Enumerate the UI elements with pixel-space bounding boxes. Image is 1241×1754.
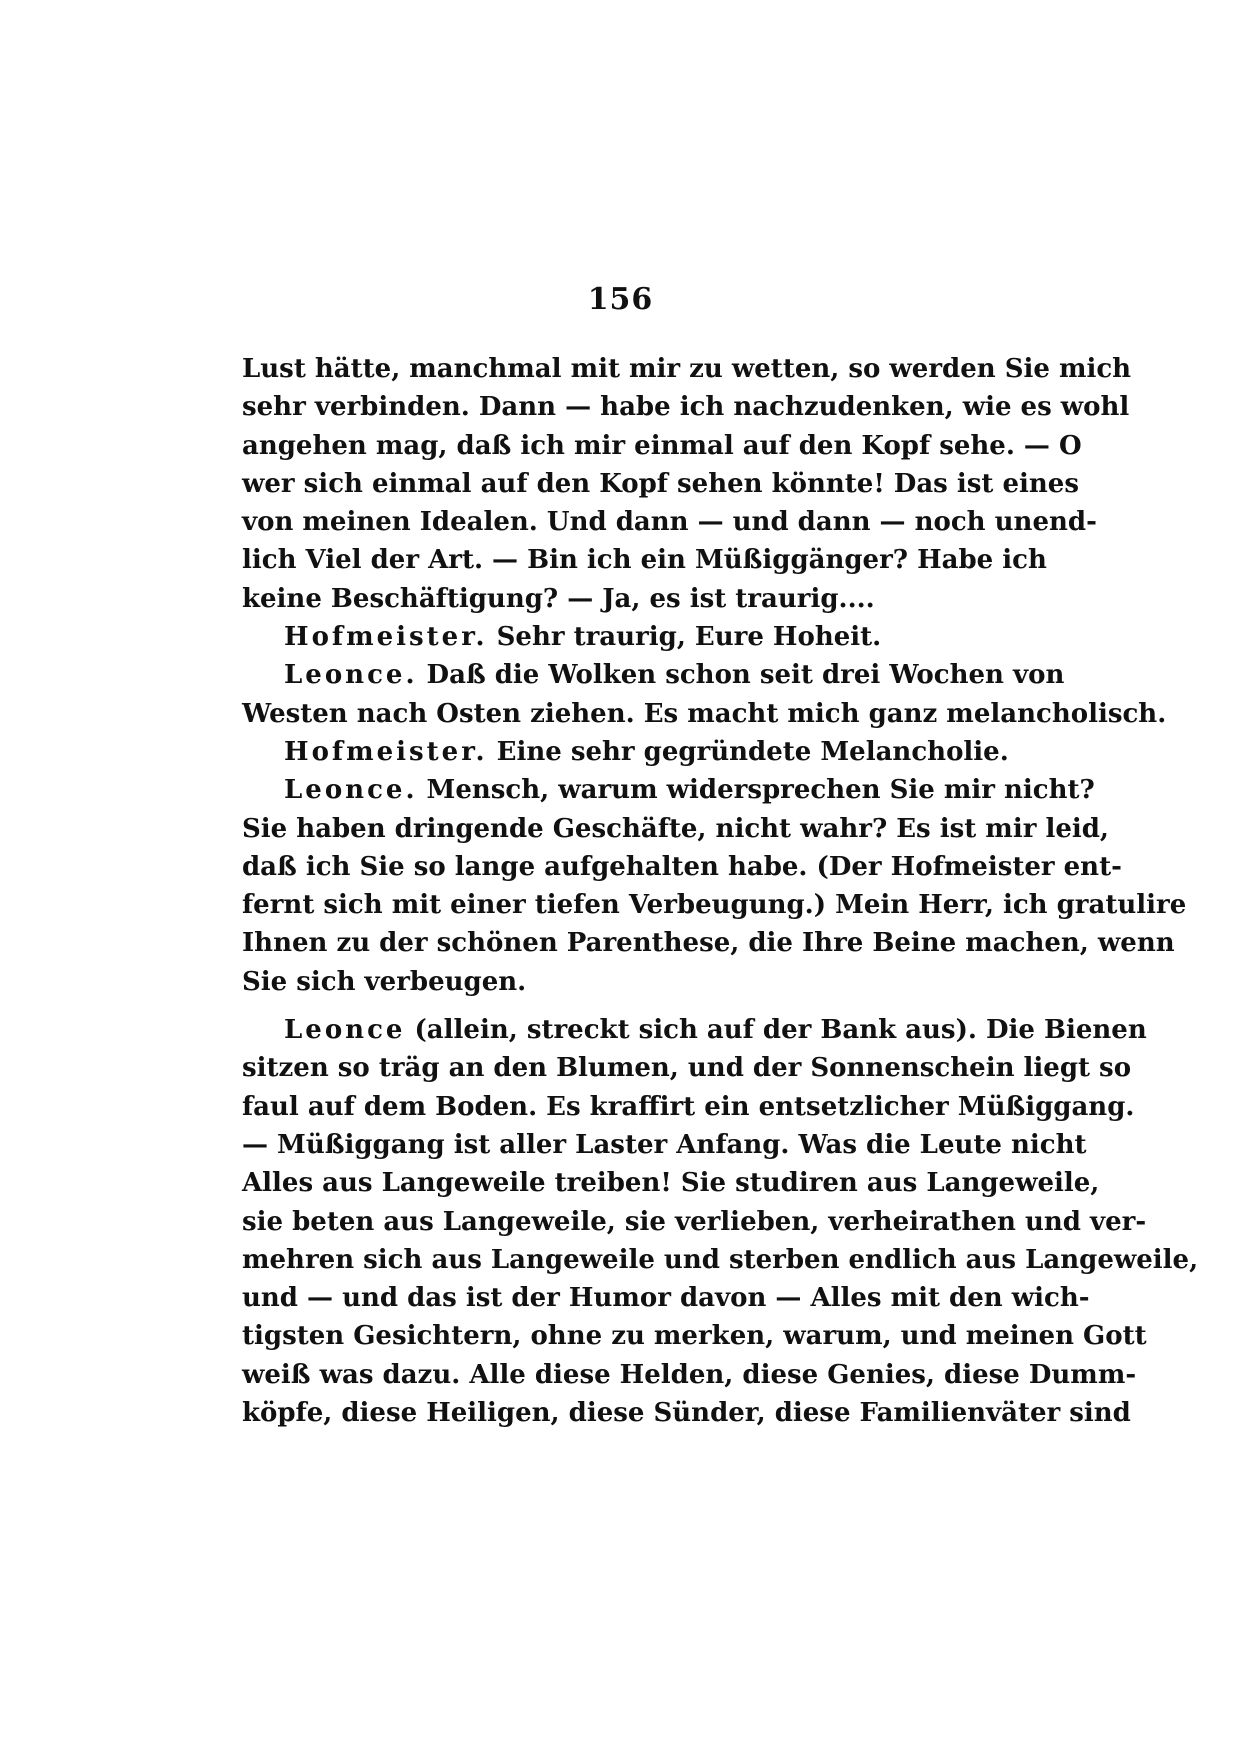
line-text: köpfe, diese Heiligen, diese Sünder, diese Familienväter sind xyxy=(242,1398,1131,1429)
paragraph-gap xyxy=(242,1001,999,1011)
line-text: weiß was dazu. Alle diese Helden, diese Genies, diese Dumm- xyxy=(242,1359,1137,1390)
line-text: Westen nach Osten ziehen. Es macht mich ganz melancholisch. xyxy=(242,698,1167,729)
line-text: sitzen so träg an den Blumen, und der Sonnenschein liegt so xyxy=(242,1053,1132,1084)
line-text: und — und das ist der Humor davon — Alles mit den wich- xyxy=(242,1283,1090,1314)
line-text: faul auf dem Boden. Es kraffirt ein entsetzlicher Müßiggang. xyxy=(242,1091,1135,1122)
text-line xyxy=(242,733,1009,771)
speaker-name: Hofmeister. xyxy=(284,622,488,653)
text-line xyxy=(242,1126,1087,1164)
text-line xyxy=(242,618,999,656)
text-line xyxy=(242,848,1122,886)
text-line xyxy=(242,1279,1090,1317)
text-line xyxy=(242,1049,1132,1087)
text-line xyxy=(242,580,999,618)
line-text: sie beten aus Langeweile, sie verlieben, verheirathen und ver- xyxy=(242,1206,1147,1237)
line-text: fernt sich mit einer tiefen Verbeugung.) Mein Herr, ich gratulire xyxy=(242,890,1187,921)
text-line xyxy=(242,541,1047,579)
page-number: 156 xyxy=(587,282,654,317)
text-line xyxy=(242,427,1082,465)
text-line xyxy=(242,503,1097,541)
text-line xyxy=(242,810,1109,848)
text-line xyxy=(242,350,1132,388)
line-text: — Müßiggang ist aller Laster Anfang. Was die Leute nicht xyxy=(242,1129,1087,1160)
text-line xyxy=(242,695,1167,733)
line-text: daß ich Sie so lange aufgehalten habe. (Der Hofmeister ent- xyxy=(242,851,1122,882)
line-text: von meinen Idealen. Und dann — und dann — noch unend- xyxy=(242,507,1097,538)
line-text: Eine sehr gegründete Melancholie. xyxy=(487,736,1009,767)
text-line xyxy=(242,1203,1147,1241)
speaker-name: Hofmeister. xyxy=(284,736,488,767)
text-line xyxy=(242,656,1065,694)
line-text: angehen mag, daß ich mir einmal auf den Kopf sehe. — O xyxy=(242,430,1082,461)
text-line xyxy=(242,1164,1100,1202)
line-text: lich Viel der Art. — Bin ich ein Müßiggänger? Habe ich xyxy=(242,545,1047,576)
text-line xyxy=(242,1088,1135,1126)
line-text: Ihnen zu der schönen Parenthese, die Ihre Beine machen, wenn xyxy=(242,928,1175,959)
text-line xyxy=(242,1317,1147,1355)
line-text: Daß die Wolken schon seit drei Wochen von xyxy=(417,660,1065,691)
speaker-name: Leonce xyxy=(284,1015,406,1046)
text-line xyxy=(242,388,1130,426)
line-text: keine Beschäftigung? — Ja, es ist traurig.... xyxy=(242,583,875,614)
line-text: tigsten Gesichtern, ohne zu merken, warum, und meinen Gott xyxy=(242,1321,1147,1352)
line-text: sehr verbinden. Dann — habe ich nachzudenken, wie es wohl xyxy=(242,392,1130,423)
text-line xyxy=(242,1394,1131,1432)
line-text: (allein, streckt sich auf der Bank aus). Die Bienen xyxy=(405,1015,1147,1046)
text-line xyxy=(242,1241,1199,1279)
line-text: mehren sich aus Langeweile und sterben endlich aus Langeweile, xyxy=(242,1244,1199,1275)
line-text: Lust hätte, manchmal mit mir zu wetten, so werden Sie mich xyxy=(242,354,1132,384)
text-line xyxy=(242,1011,1147,1049)
line-text: Alles aus Langeweile treiben! Sie studiren aus Langeweile, xyxy=(242,1168,1100,1199)
line-text: Sie sich verbeugen. xyxy=(242,966,527,997)
text-line xyxy=(242,465,1079,503)
line-text: Mensch, warum widersprechen Sie mir nicht? xyxy=(417,775,1095,806)
speaker-name: Leonce. xyxy=(284,775,418,806)
speaker-name: Leonce. xyxy=(284,660,418,691)
text-line xyxy=(242,1356,1137,1394)
text-line xyxy=(242,924,1175,962)
line-text: Sie haben dringende Geschäfte, nicht wahr? Es ist mir leid, xyxy=(242,813,1109,844)
text-line xyxy=(242,886,1187,924)
text-line xyxy=(242,963,999,1001)
body-text xyxy=(242,350,1199,1432)
line-text: Sehr traurig, Eure Hoheit. xyxy=(487,622,882,653)
line-text: wer sich einmal auf den Kopf sehen könnte! Das ist eines xyxy=(242,468,1079,499)
text-line xyxy=(242,771,1095,809)
